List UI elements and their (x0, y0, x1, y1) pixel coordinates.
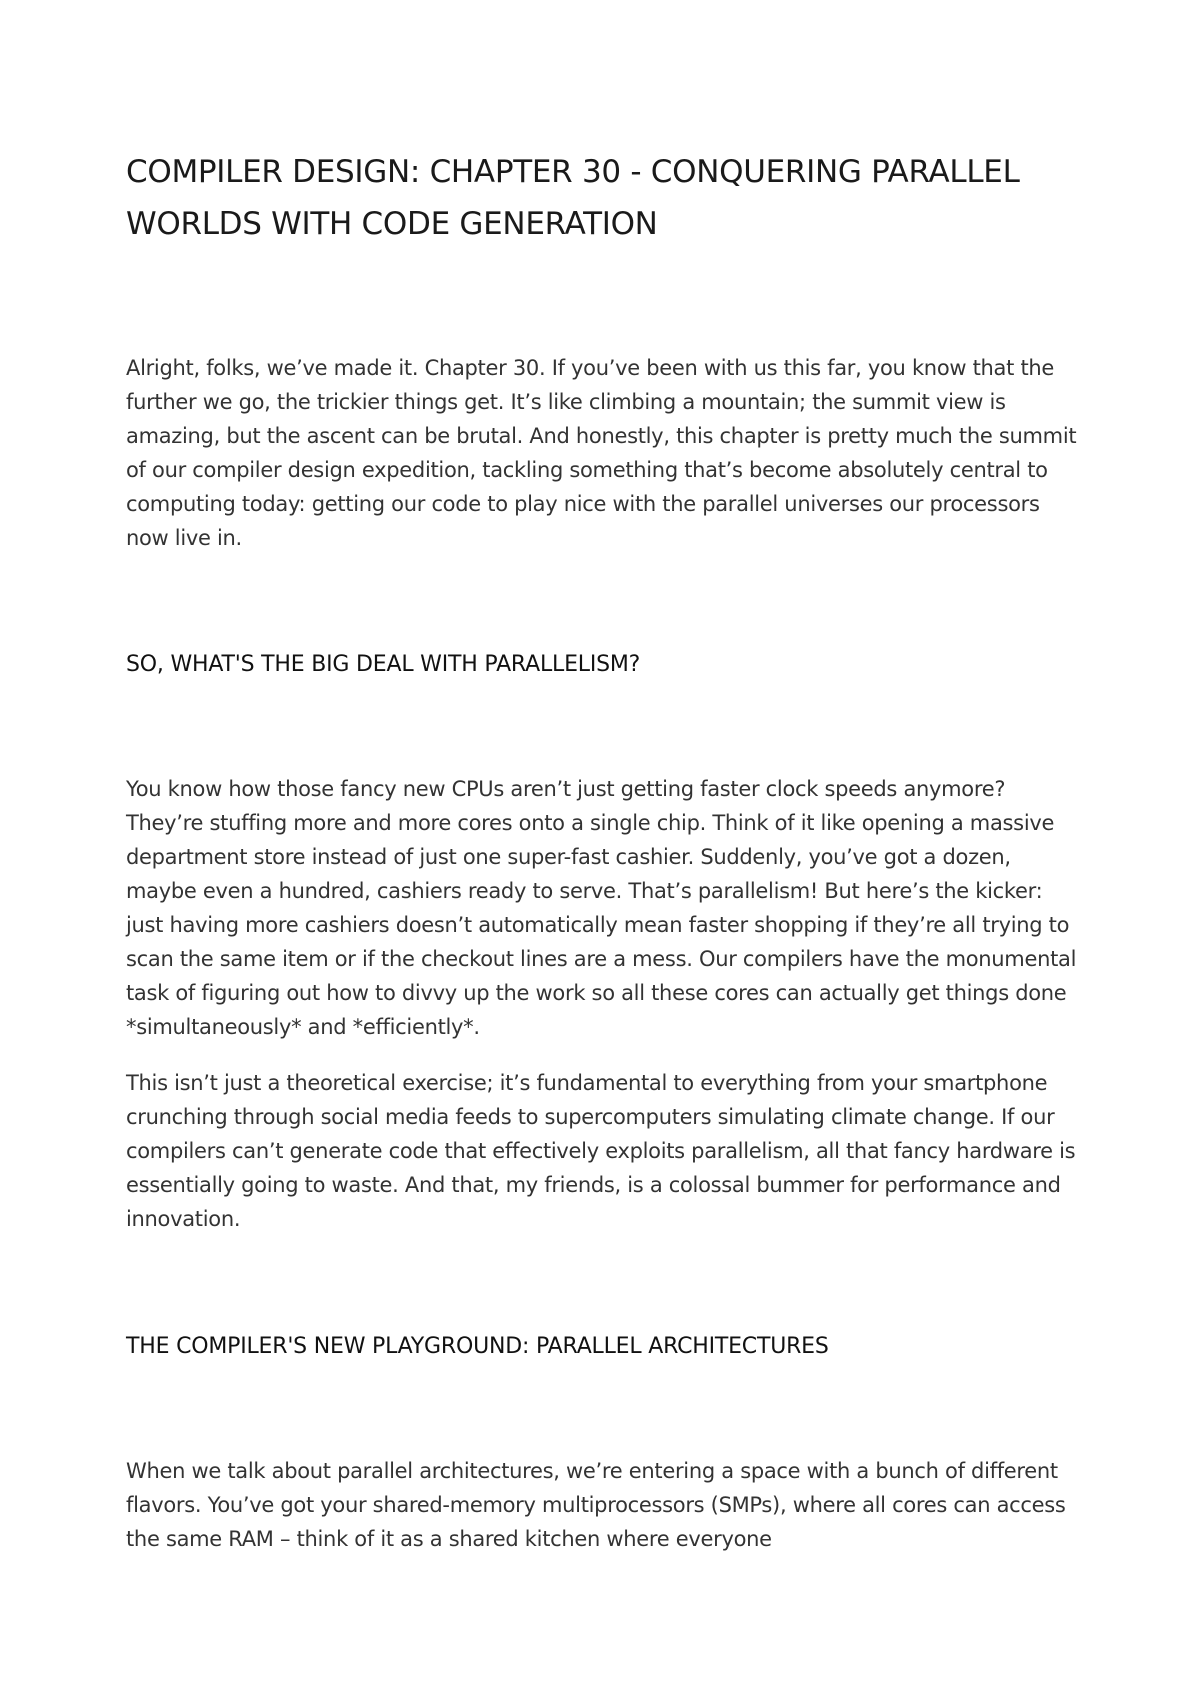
body-paragraph: You know how those fancy new CPUs aren’t just getting faster clock speeds anymore? They’re stuffing more and more cores onto a single chip. Think of it like opening a massive department store instead of just one super-fast cashier. Suddenly, you’ve got a dozen, maybe even a hundred, cashiers ready to serve. That’s parallelism! But here’s the kicker: just having more cashiers doesn’t automatically mean faster shopping if they’re all trying to scan the same item or if the checkout lines are a mess. Our compilers have the monumental task of figuring out how to divvy up the work so all these cores can actually get things done *simultaneously* and *efficiently*. (126, 777, 1077, 1039)
section-heading: SO, WHAT'S THE BIG DEAL WITH PARALLELISM? (126, 652, 641, 677)
body-paragraph: This isn’t just a theoretical exercise; it’s fundamental to everything from your smartphone crunching through social media feeds to supercomputers simulating climate change. If our compilers can’t generate code that effectively exploits parallelism, all that fancy hardware is essentially going to waste. And that, my friends, is a colossal bummer for performance and innovation. (126, 1071, 1076, 1231)
intro-paragraph: Alright, folks, we’ve made it. Chapter 30. If you’ve been with us this far, you know that the further we go, the trickier things get. It’s like climbing a mountain; the summit view is amazing, but the ascent can be brutal. And honestly, this chapter is pretty much the summit of our compiler design expedition, tackling something that’s become absolutely central to computing today: getting our code to play nice with the parallel universes our processors now live in. (126, 356, 1077, 550)
section-parallel-architectures (126, 1330, 1080, 1556)
document-title: COMPILER DESIGN: CHAPTER 30 - CONQUERING PARALLEL WORLDS WITH CODE GENERATION (126, 154, 1020, 242)
body-paragraph: When we talk about parallel architectures, we’re entering a space with a bunch of different flavors. You’ve got your shared-memory multiprocessors (SMPs), where all cores can access the same RAM – think of it as a shared kitchen where everyone (126, 1459, 1066, 1551)
section-parallelism (126, 648, 1080, 1236)
section-heading: THE COMPILER'S NEW PLAYGROUND: PARALLEL ARCHITECTURES (126, 1334, 829, 1359)
